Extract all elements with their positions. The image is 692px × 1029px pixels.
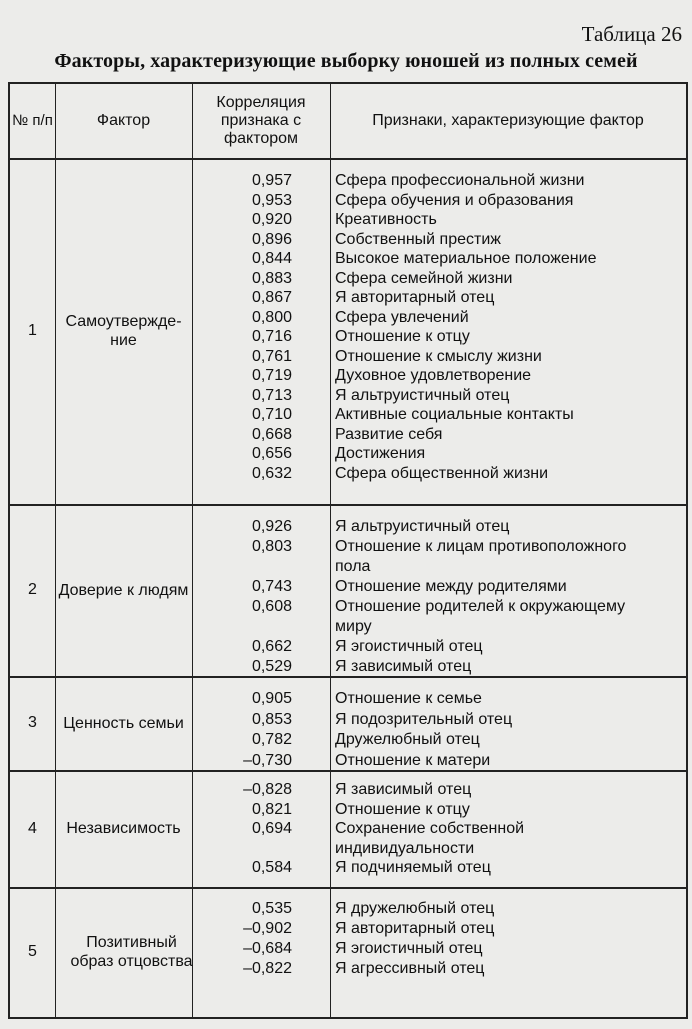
- correlation-value: [192, 839, 330, 859]
- correlation-value: 0,608: [251, 598, 292, 615]
- table-row: [192, 210, 686, 230]
- correlation-value: 0,920: [251, 211, 292, 228]
- group-number: 1: [28, 322, 37, 339]
- sign-text: Сфера профессиональной жизни: [335, 172, 585, 189]
- sign-text: Отношение к отцу: [335, 800, 470, 818]
- factor-group: [10, 504, 686, 678]
- correlation-value: [192, 617, 330, 637]
- correlation-value: 0,713: [251, 386, 292, 404]
- sign-text: Я эгоистичный отец: [335, 638, 483, 655]
- sign-text: миру: [335, 618, 372, 635]
- table-title: Факторы, характеризующие выборку юношей из полных семей: [54, 50, 638, 72]
- table-row: [192, 191, 686, 211]
- correlation-value: 0,716: [251, 328, 292, 345]
- correlation-value: 0,883: [251, 269, 292, 287]
- correlation-value: 0,896: [251, 230, 292, 248]
- sign-text: Я зависимый отец: [335, 781, 472, 798]
- correlation-value: –0,730: [243, 751, 292, 769]
- sign-text: Я альтруистичный отец: [335, 386, 510, 404]
- correlation-value: 0,800: [251, 308, 292, 326]
- correlation-value: –0,902: [243, 920, 292, 937]
- sign-text: Сфера обучения и образования: [335, 191, 574, 209]
- group-factor: Ценность семьи: [63, 714, 184, 732]
- group-number: 3: [28, 714, 37, 731]
- table-row: [192, 577, 686, 597]
- table-row: [192, 939, 686, 959]
- sign-text: Отношение к семье: [335, 690, 482, 707]
- correlation-value: 0,782: [251, 731, 292, 748]
- correlation-value: 0,668: [251, 425, 292, 443]
- sign-text: Я авторитарный отец: [335, 920, 495, 937]
- sign-text: Отношение к отцу: [335, 328, 470, 345]
- sign-text: Дружелюбный отец: [335, 731, 480, 748]
- table-row: [192, 780, 686, 800]
- table-row: [192, 308, 686, 328]
- table-row: [192, 800, 686, 820]
- group-factor: Независимость: [66, 820, 181, 837]
- table-row: [192, 537, 686, 557]
- sign-text: Я зависимый отец: [335, 658, 472, 675]
- correlation-value: –0,822: [243, 960, 292, 977]
- table-row: [192, 617, 686, 637]
- header-factor: Фактор: [96, 112, 151, 129]
- correlation-value: 0,867: [251, 289, 292, 306]
- table-row: [192, 464, 686, 484]
- sign-text: Отношение к смыслу жизни: [335, 347, 542, 365]
- factor-group: [10, 887, 686, 1017]
- header-num: № п/п: [12, 112, 53, 129]
- correlation-value: [192, 557, 330, 577]
- table-row: [192, 171, 686, 191]
- sign-text: Активные социальные контакты: [335, 406, 574, 423]
- table-row: [192, 405, 686, 425]
- correlation-value: –0,684: [243, 940, 292, 957]
- header-signs: Признаки, характеризующие фактор: [372, 112, 644, 129]
- table-row: [192, 557, 686, 577]
- sign-text: Я агрессивный отец: [335, 960, 485, 977]
- sign-text: Отношение между родителями: [335, 578, 567, 595]
- sign-text: Сфера семейной жизни: [335, 269, 513, 287]
- header-correlation: Корреляция признака с фактором: [216, 94, 306, 147]
- table-row: [192, 597, 686, 617]
- sign-text: Сфера общественной жизни: [335, 464, 549, 482]
- correlation-value: 0,761: [251, 347, 292, 365]
- correlation-value: 0,710: [251, 406, 292, 423]
- sign-text: Духовное удовлетворение: [335, 367, 532, 384]
- correlation-value: 0,957: [251, 172, 292, 189]
- factor-group: [10, 158, 686, 506]
- group-number: 4: [28, 819, 37, 837]
- table-row: [192, 730, 686, 751]
- sign-text: индивидуальности: [335, 839, 475, 857]
- sign-text: Сохранение собственной: [335, 820, 525, 837]
- group-factor: Доверие к людям: [58, 581, 189, 599]
- correlation-value: 0,853: [251, 710, 292, 728]
- table-row: [192, 637, 686, 657]
- table-row: [192, 288, 686, 308]
- correlation-value: 0,529: [251, 658, 292, 675]
- sign-text: Высокое материальное положение: [335, 250, 597, 267]
- table-row: [192, 819, 686, 839]
- sign-text: Я эгоистичный отец: [335, 940, 483, 957]
- correlation-value: 0,743: [251, 578, 292, 595]
- sign-text: Креативность: [335, 211, 437, 228]
- sign-text: Я альтруистичный отец: [335, 518, 510, 535]
- table-row: [192, 386, 686, 406]
- table-row: [192, 517, 686, 537]
- sign-text: Я авторитарный отец: [335, 289, 495, 306]
- table-row: [192, 959, 686, 979]
- sign-text: Сфера увлечений: [335, 308, 469, 326]
- factor-group: [10, 676, 686, 772]
- table-row: [192, 710, 686, 731]
- table-row: [192, 269, 686, 289]
- correlation-value: 0,821: [251, 800, 292, 818]
- table-number: Таблица 26: [581, 22, 682, 46]
- table-row: [192, 249, 686, 269]
- correlation-value: 0,803: [251, 538, 292, 555]
- sign-text: Собственный престиж: [335, 230, 501, 248]
- correlation-value: 0,656: [251, 445, 292, 462]
- sign-text: Отношение к матери: [335, 751, 491, 769]
- correlation-value: 0,953: [251, 191, 292, 209]
- table-row: [192, 327, 686, 347]
- correlation-value: 0,535: [251, 900, 292, 917]
- sign-text: Достижения: [335, 445, 426, 462]
- correlation-value: 0,662: [251, 638, 292, 655]
- table-row: [192, 839, 686, 859]
- sign-text: пола: [335, 558, 371, 575]
- sign-text: Я дружелюбный отец: [335, 900, 495, 917]
- correlation-value: 0,905: [251, 690, 292, 707]
- sign-text: Отношение родителей к окружающему: [335, 598, 626, 615]
- group-factor: Самоутвержде-ние: [65, 313, 182, 349]
- correlation-value: 0,584: [251, 859, 292, 876]
- correlation-value: 0,844: [251, 250, 292, 267]
- table-row: [192, 751, 686, 772]
- table-row: [192, 899, 686, 919]
- table-row: [192, 366, 686, 386]
- group-number: 5: [28, 943, 37, 960]
- correlation-value: 0,694: [251, 820, 292, 837]
- correlation-value: 0,719: [251, 367, 292, 384]
- group-number: 2: [28, 581, 37, 598]
- factor-group: [10, 770, 686, 889]
- table-row: [192, 919, 686, 939]
- table-header: [10, 84, 686, 160]
- factors-table: [8, 82, 688, 1019]
- table-row: [192, 689, 686, 710]
- table-row: [192, 444, 686, 464]
- sign-text: Я подозрительный отец: [335, 710, 513, 728]
- sign-text: Я подчиняемый отец: [335, 859, 491, 876]
- table-row: [192, 858, 686, 878]
- sign-text: Развитие себя: [335, 425, 443, 443]
- correlation-value: –0,828: [243, 781, 292, 798]
- correlation-value: 0,632: [251, 464, 292, 482]
- table-row: [192, 230, 686, 250]
- table-row: [192, 657, 686, 677]
- table-row: [192, 425, 686, 445]
- group-factor: Позитивный образ отцовства: [70, 934, 193, 970]
- table-row: [192, 347, 686, 367]
- sign-text: Отношение к лицам противоположного: [335, 538, 627, 555]
- correlation-value: 0,926: [251, 518, 292, 535]
